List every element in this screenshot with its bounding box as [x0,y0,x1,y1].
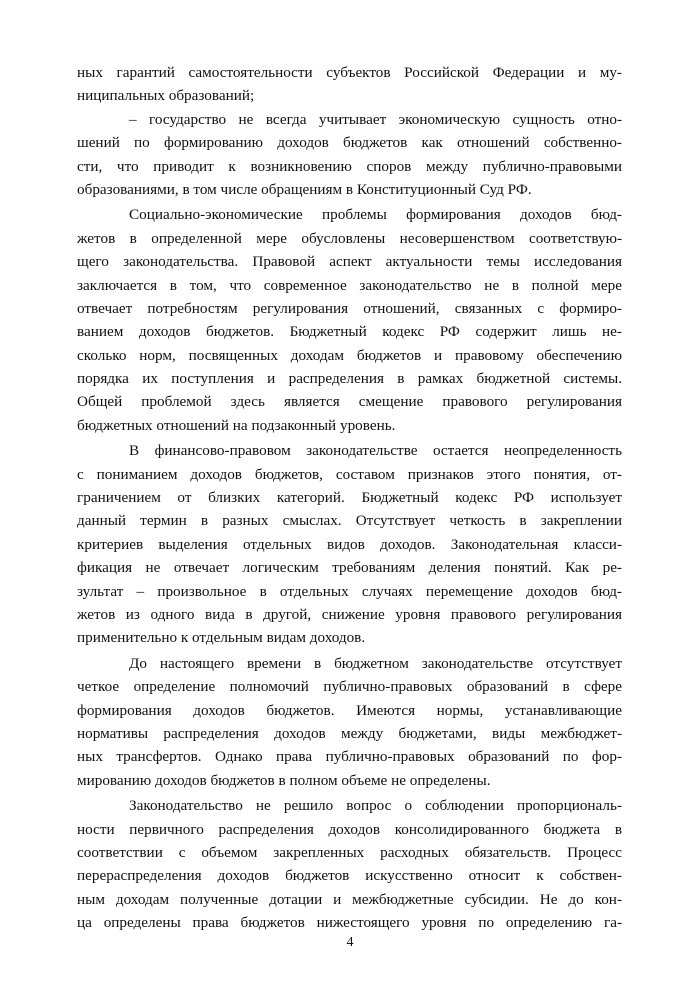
text-line: Социально-экономические проблемы формирования доходов бюд- [129,206,622,224]
text-line: ности первичного распределения доходов консолидированного бюджета в [77,820,622,838]
text-line: жетов в определенной мере обусловлены несовершенством соответствую- [77,229,622,247]
text-line: шений по формированию доходов бюджетов как отношений собственно- [77,134,622,152]
text-line: данный термин в разных смыслах. Отсутствует четкость в закреплении [77,512,622,530]
text-line: перераспределения доходов бюджетов искусственно относит к собствен- [77,867,622,885]
text-line: ванием доходов бюджетов. Бюджетный кодекс РФ содержит лишь не- [77,323,622,341]
text-line: мированию доходов бюджетов в полном объеме не определены. [77,771,491,789]
text-line: соответствии с объемом закрепленных расходных обязательств. Процесс [77,843,622,861]
text-line: заключается в том, что современное законодательство не в полной мере [77,276,622,294]
text-line: отвечает потребностям регулирования отношений, связанных с формиро- [77,299,622,317]
text-line: – государство не всегда учитывает экономическую сущность отно- [129,110,622,128]
text-line: ных гарантий самостоятельности субъектов Российской Федерации и му- [77,64,622,81]
paragraph-5 [77,652,622,792]
text-line: с пониманием доходов бюджетов, составом признаков этого понятия, от- [77,465,622,483]
text-line: Законодательство не решило вопрос о соблюдении пропорциональ- [129,797,622,815]
text-line: образованиями, в том числе обращениям в Конституционный Суд РФ. [77,180,532,198]
text-line: бюджетных отношений на подзаконный уровень. [77,416,396,434]
text-line: формирования доходов бюджетов. Имеются нормы, устанавливающие [77,701,622,719]
paragraph-2 [77,108,622,202]
document-body [77,61,622,934]
text-line: зультат – произвольное в отдельных случаях перемещение доходов бюд- [77,582,622,600]
text-line: До настоящего времени в бюджетном законодательстве отсутствует [129,654,622,672]
text-line: ным доходам полученные дотации и межбюджетные субсидии. Не до кон- [77,890,622,908]
text-line: ных трансфертов. Однако права публично-правовых образований по фор- [77,748,622,766]
paragraph-1 [77,61,622,108]
text-line: применительно к отдельным видам доходов. [77,629,366,647]
text-line: ниципальных образований; [77,87,255,105]
text-line: В финансово-правовом законодательстве остается неопределенность [129,442,622,460]
text-line: ца определены права бюджетов нижестоящего уровня по определению га- [77,914,622,932]
paragraph-4 [77,439,622,650]
text-line: Общей проблемой здесь является смещение правового регулирования [77,393,622,411]
text-line: порядка их поступления и распределения в рамках бюджетной системы. [77,370,622,388]
text-line: щего законодательства. Правовой аспект актуальности темы исследования [77,253,622,271]
text-line: сколько норм, посвященных доходам бюджетов и правовому обеспечению [77,346,622,364]
text-line: фикация не отвечает логическим требованиям деления понятий. Как ре- [77,559,622,577]
text-line: критериев выделения отдельных видов доходов. Законодательная класси- [77,535,622,553]
page-number: 4 [346,935,354,950]
paragraph-6 [77,794,622,934]
text-line: граничением от близких категорий. Бюджетный кодекс РФ использует [77,489,622,507]
text-line: сти, что приводит к возникновению споров между публично-правовыми [77,157,622,175]
text-line: жетов из одного вида в другой, снижение уровня правового регулирования [77,605,622,623]
text-line: нормативы распределения доходов между бюджетами, виды межбюджет- [77,724,622,742]
paragraph-3 [77,203,622,437]
text-line: четкое определение полномочий публично-правовых образований в сфере [77,678,622,696]
